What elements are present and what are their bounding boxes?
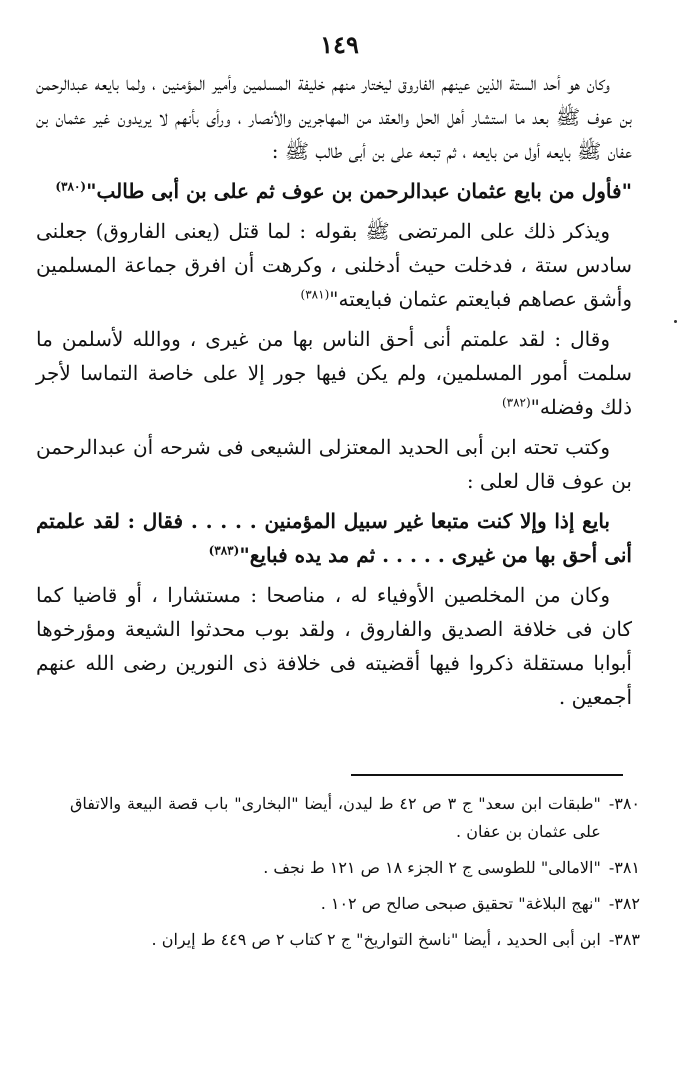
footnote-text: ابن أبى الحديد ، أيضا "ناسخ التواريخ" ج ٢ كتاب ٢ ص ٤٤٩ ط إيران . xyxy=(151,930,601,949)
quote-2 xyxy=(36,504,632,572)
paragraph-5-text: وكان من المخلصين الأوفياء له ، مناصحا : مستشارا ، أو قاضيا كما كان فى خلافة الصديق والفاروق ، ولقد بوب محدثوا الشيعة ومؤرخوها أبوابا مستقلة ذكروا فيها أقضيته فى خلافة ذى النورين رضى الله عنهم أجمعين . xyxy=(36,583,632,709)
footnote-number: ٣٨٠- xyxy=(608,794,640,813)
footnote-ref-382[interactable]: (٣٨٢) xyxy=(501,395,531,410)
footnote-381 xyxy=(70,854,640,882)
quote-1-text: "فأول من بايع عثمان عبدالرحمن بن عوف ثم على بن أبى طالب" xyxy=(86,179,632,203)
footnote-383 xyxy=(70,926,640,954)
footnote-number: ٣٨١- xyxy=(608,858,640,877)
footnote-text: "نهج البلاغة" تحقيق صبحى صالح ص ١٠٢ . xyxy=(320,894,601,913)
page-number: ١٤٩ xyxy=(320,30,359,59)
paragraph-1-text: وكان هو أحد الستة الذين عينهم الفاروق ليختار منهم خليفة المسلمين وأمير المؤمنين ، ولما بايعه عبدالرحمن بن عوف ﷺ بعد ما استشار أهل الحل والعقد من المهاجرين والأنصار ، ورأى بأنهم لا يريدون غير عثمان بن عفان ﷺ بايعه أول من بايعه ، ثم تبعه على بن أبى طالب ﷺ : xyxy=(36,71,632,163)
footnote-ref-381[interactable]: (٣٨١) xyxy=(300,287,330,302)
footnote-number: ٣٨٢- xyxy=(608,894,640,913)
paragraph-2 xyxy=(36,214,632,316)
footnotes xyxy=(70,790,640,962)
footnote-380 xyxy=(70,790,640,846)
footnote-number: ٣٨٣- xyxy=(608,930,640,949)
footnote-ref-380[interactable]: (٣٨٠) xyxy=(55,179,87,194)
paragraph-5 xyxy=(36,578,632,714)
paragraph-2-text: ويذكر ذلك على المرتضى ﷺ بقوله : لما قتل (يعنى الفاروق) جعلنى سادس ستة ، فدخلت حيث أدخلنى ، وكرهت أن افرق جماعة المسلمين وأشق عصاهم فبايعتم عثمان فبايعته" xyxy=(36,219,632,311)
paragraph-4-text: وكتب تحته ابن أبى الحديد المعتزلى الشيعى فى شرحه أن عبدالرحمن بن عوف قال لعلى : xyxy=(36,435,632,493)
quote-1 xyxy=(36,174,632,208)
footnote-text: "طبقات ابن سعد" ج ٣ ص ٤٢ ط ليدن، أيضا "البخارى" باب قصة البيعة والاتفاق على عثمان بن عفان . xyxy=(70,794,601,841)
paragraph-4 xyxy=(36,430,632,498)
body-text xyxy=(36,66,632,720)
margin-dot xyxy=(674,320,677,323)
footnote-ref-383[interactable]: (٣٨٣) xyxy=(208,543,240,558)
paragraph-1 xyxy=(36,66,632,168)
footnote-divider xyxy=(351,774,623,776)
footnote-text: "الامالى" للطوسى ج ٢ الجزء ١٨ ص ١٢١ ط نجف . xyxy=(263,858,601,877)
quote-2-text: بايع إذا وإلا كنت متبعا غير سبيل المؤمنين . . . . . فقال : لقد علمتم أنى أحق بها من غيرى . . . . . ثم مد يده فبايع" xyxy=(36,509,632,567)
paragraph-3 xyxy=(36,322,632,424)
footnote-382 xyxy=(70,890,640,918)
paragraph-3-text: وقال : لقد علمتم أنى أحق الناس بها من غيرى ، ووالله لأسلمن ما سلمت أمور المسلمين، ولم يكن فيها جور إلا على خاصة التماسا لأجر ذلك وفضله" xyxy=(36,327,632,419)
